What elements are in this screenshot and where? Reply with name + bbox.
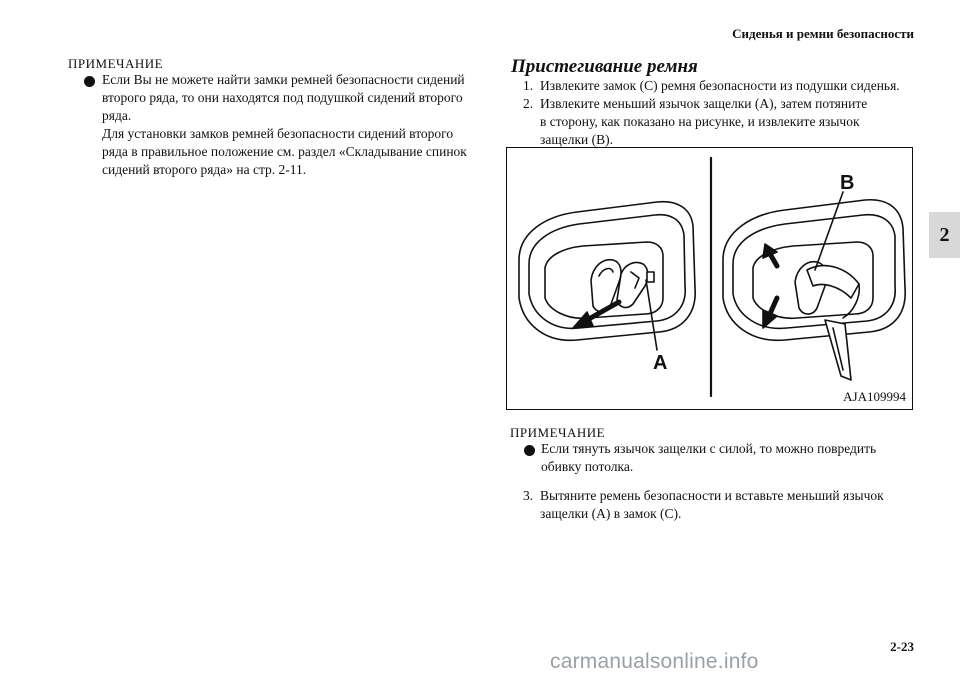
note-line: второго ряда, то они находятся под подушкой сидений второго [102,90,463,105]
chapter-tab[interactable] [929,212,960,258]
section-heading: Пристегивание ремня [511,56,698,77]
note-label: ПРИМЕЧАНИЕ [510,425,606,440]
seatbelt-figure [506,147,913,410]
note-line: Если тянуть язычок защелки с силой, то можно повредить [541,441,877,456]
watermark: carmanualsonline.info [550,650,759,673]
bullet-icon [524,445,535,456]
step-number: 3. [523,488,534,503]
note-line: сидений второго ряда» на стр. 2-11. [102,162,307,177]
step-line: защелки (A) в замок (C). [540,506,682,521]
step-line: защелки (B). [540,132,613,147]
step-number: 1. [523,78,534,93]
step-number: 2. [523,96,534,111]
step-line: Вытяните ремень безопасности и вставьте меньший язычок [540,488,884,503]
note-label: ПРИМЕЧАНИЕ [68,56,164,71]
note-line: Если Вы не можете найти замки ремней безопасности сидений [102,72,465,87]
note-line: ряда. [102,108,132,123]
step-line: Извлеките замок (C) ремня безопасности из подушки сиденья. [540,78,900,93]
note-line: обивку потолка. [541,459,634,474]
step-line: Извлеките меньший язычок защелки (A), затем потяните [540,96,868,111]
seatbelt-illustration [507,148,912,409]
bullet-icon [84,76,95,87]
step-line: в сторону, как показано на рисунке, и извлеките язычок [540,114,860,129]
note-line: ряда в правильное положение см. раздел «Складывание спинок [102,144,467,159]
label-b: B [840,172,855,194]
chapter-number: 2 [939,223,950,246]
note-line: Для установки замков ремней безопасности сидений второго [102,126,454,141]
label-a: A [653,352,668,374]
running-header: Сиденья и ремни безопасности [732,26,914,41]
figure-code: AJA109994 [843,389,906,404]
page-number: 2-23 [890,639,914,654]
